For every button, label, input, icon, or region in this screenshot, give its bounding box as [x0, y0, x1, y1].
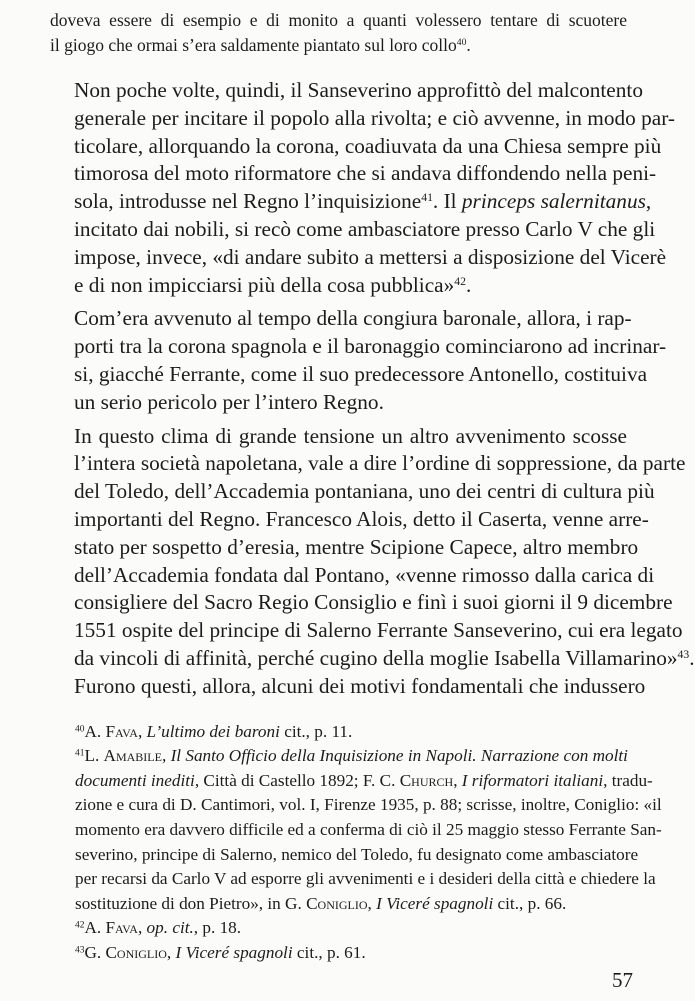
- text-line: incitato dai nobili, si recò come ambasciatore presso Carlo V che gli: [74, 216, 656, 241]
- paragraph: [47, 423, 695, 701]
- italic-text: I Viceré spagnoli: [376, 893, 494, 913]
- text-line: porti tra la corona spagnola e il baronaggio cominciarono ad incrinar-: [74, 334, 667, 359]
- text-line: consigliere del Sacro Regio Consiglio e finì i suoi giorni il 9 dicembre: [74, 590, 673, 615]
- note-ref: 40: [75, 723, 85, 734]
- text-line: 1551 ospite del principe di Salerno Ferrante Sanseverino, cui era legato: [74, 618, 683, 643]
- italic-text: princeps salernitanus: [461, 189, 646, 214]
- text-line: Com’era avvenuto al tempo della congiura baronale, allora, i rap-: [74, 306, 632, 331]
- italic-text: op. cit.: [146, 918, 194, 938]
- text-line: $^{41}$L. Amabile, Il Santo Officio della Inquisizione in Napoli. Narrazione con molti: [75, 746, 628, 766]
- page-body: [47, 8, 695, 965]
- italic-text: Il Santo Officio della Inquisizione in Napoli. Narrazione con molti: [170, 746, 628, 766]
- text-line: timorosa del moto riformatore che si andava diffondendo nella peni-: [74, 161, 657, 186]
- note-ref: 42: [75, 920, 85, 931]
- text-line: doveva essere di esempio e di monito a quanti volessero tentare di scuotere: [50, 10, 627, 30]
- text-line: il giogo che ormai s’era saldamente piantato sul loro collo$^{40}$.: [50, 34, 471, 55]
- text-line: un serio pericolo per l’intero Regno.: [74, 389, 384, 414]
- page-number: 57: [612, 968, 633, 992]
- footnotes: [47, 720, 662, 966]
- text-line: Non poche volte, quindi, il Sanseverino approfittò del malcontento: [74, 78, 643, 102]
- text-line: si, giacché Ferrante, come il suo predecessore Antonello, costituiva: [74, 361, 648, 386]
- text-line: sostituzione di don Pietro», in G. Coniglio, I Viceré spagnoli cit., p. 66.: [75, 893, 567, 913]
- footnote: [47, 941, 627, 966]
- paragraph: [47, 77, 675, 299]
- text-line: generale per incitare il popolo alla rivolta; e ciò avvenne, in modo par-: [74, 105, 675, 130]
- continuation-text: [47, 8, 627, 57]
- text-line: ticolare, allorquando la corona, coadiuvata da una Chiesa sempre più: [74, 133, 662, 158]
- text-line: l’intera società napoletana, vale a dire l’ordine di soppressione, da parte: [74, 451, 686, 476]
- note-ref: 40: [456, 36, 467, 48]
- text-line: $^{42}$A. Fava, op. cit., p. 18.: [75, 918, 242, 938]
- footnote: [47, 720, 627, 745]
- text-line: importanti del Regno. Francesco Alois, detto il Caserta, venne arre-: [74, 506, 649, 531]
- author-name: Fava: [105, 918, 138, 938]
- paragraph: [47, 305, 667, 416]
- author-name: Coniglio: [306, 893, 368, 913]
- text-line: $^{40}$A. Fava, L’ultimo dei baroni cit., p. 11.: [75, 721, 353, 741]
- text-line: severino, principe di Salerno, nemico del Toledo, fu designato come ambasciatore: [75, 844, 639, 864]
- text-line: zione e cura di D. Cantimori, vol. I, Firenze 1935, p. 88; scrisse, inoltre, Coniglio: «il: [75, 795, 662, 815]
- text-line: $^{43}$G. Coniglio, I Viceré spagnoli cit., p. 61.: [75, 942, 366, 962]
- author-name: Church: [399, 770, 454, 790]
- main-text: [47, 77, 695, 701]
- text-line: Furono questi, allora, alcuni dei motivi fondamentali che indussero: [74, 673, 646, 698]
- note-ref: 42: [454, 274, 466, 288]
- text-line: del Toledo, dell’Accademia pontaniana, uno dei centri di cultura più: [74, 479, 655, 504]
- italic-text: I Viceré spagnoli: [175, 942, 293, 962]
- text-line: documenti inediti, Città di Castello 1892; F. C. Church, I riformatori italiani, tradu-: [75, 770, 653, 790]
- text-line: per recarsi da Carlo V ad esporre gli avvenimenti e i desideri della città e chiedere la: [75, 869, 656, 889]
- note-ref: 43: [677, 647, 690, 661]
- text-line: sola, introdusse nel Regno l’inquisizione$^{41}$. Il princeps salernitanus,: [74, 189, 652, 214]
- italic-text: I riformatori italiani: [461, 770, 604, 790]
- text-line: impose, invece, «di andare subito a mettersi a disposizione del Vicerè: [74, 244, 667, 269]
- note-ref: 41: [75, 748, 85, 759]
- author-name: Coniglio: [105, 942, 167, 962]
- footnote: [47, 916, 627, 941]
- text-line: In questo clima di grande tensione un altro avvenimento scosse: [74, 423, 627, 448]
- text-line: stato per sospetto d’eresia, mentre Scipione Capece, altro membro: [74, 534, 639, 559]
- note-ref: 41: [421, 191, 433, 205]
- italic-text: L’ultimo dei baroni: [146, 721, 280, 741]
- text-line: dell’Accademia fondata dal Pontano, «venne rimosso dalla carica di: [74, 562, 655, 587]
- author-name: Fava: [105, 721, 138, 741]
- author-name: Amabile: [103, 746, 162, 766]
- italic-text: documenti inediti: [75, 770, 195, 790]
- footnote: [47, 744, 662, 916]
- text-line: da vincoli di affinità, perché cugino della moglie Isabella Villamarino»$^{43}$.: [74, 645, 695, 670]
- text-line: e di non impicciarsi più della cosa pubblica»$^{42}$.: [74, 272, 472, 297]
- text-line: momento era davvero difficile ed a conferma di ciò il 25 maggio stesso Ferrante San-: [75, 819, 662, 839]
- note-ref: 43: [75, 945, 85, 956]
